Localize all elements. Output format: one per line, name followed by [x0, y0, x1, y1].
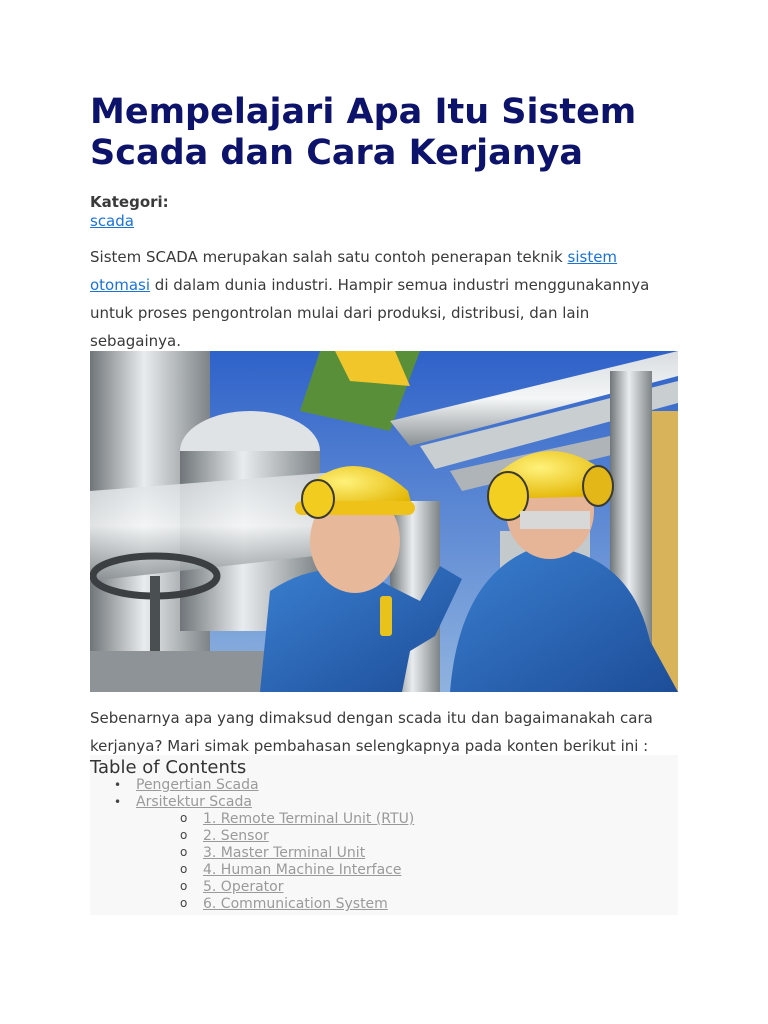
- toc-link-pengertian[interactable]: Pengertian Scada: [136, 777, 259, 793]
- toc-link-rtu[interactable]: 1. Remote Terminal Unit (RTU): [203, 811, 415, 827]
- toc-link-operator[interactable]: 5. Operator: [203, 879, 284, 895]
- toc-link-hmi[interactable]: 4. Human Machine Interface: [203, 862, 402, 878]
- circle-bullet-icon: o: [180, 828, 188, 842]
- toc-subitem: [90, 828, 678, 845]
- bullet-icon: •: [114, 778, 122, 792]
- sistem-otomasi-link[interactable]: sistem otomasi: [90, 248, 618, 294]
- toc-subitem: [90, 862, 678, 879]
- toc-link-sensor[interactable]: 2. Sensor: [203, 828, 269, 844]
- circle-bullet-icon: o: [180, 896, 188, 910]
- toc-item: [90, 777, 678, 794]
- toc-title: Table of Contents: [90, 757, 247, 778]
- toc-subitem: [90, 845, 678, 862]
- bullet-icon: •: [114, 795, 122, 809]
- followup-paragraph: Sebenarnya apa yang dimaksud dengan scada itu dan bagaimanakah cara kerjanya? Mari simak pembahasan selengkapnya pada konten berikut ini :: [90, 709, 653, 755]
- industrial-workers-photo: [90, 351, 678, 692]
- circle-bullet-icon: o: [180, 862, 188, 876]
- toc-subitem: [90, 896, 678, 913]
- circle-bullet-icon: o: [180, 879, 188, 893]
- toc-link-arsitektur[interactable]: Arsitektur Scada: [136, 794, 252, 810]
- circle-bullet-icon: o: [180, 811, 188, 825]
- intro-text-before: Sistem SCADA merupakan salah satu contoh penerapan teknik: [90, 248, 568, 266]
- table-of-contents: [90, 755, 678, 915]
- toc-sublist: [90, 811, 678, 913]
- intro-text-after: di dalam dunia industri. Hampir semua industri menggunakannya untuk proses pengontrolan mulai dari produksi, distribusi, dan lain sebagainya.: [90, 276, 650, 350]
- toc-item: [90, 794, 678, 811]
- toc-link-mtu[interactable]: 3. Master Terminal Unit: [203, 845, 366, 861]
- toc-list: [90, 777, 678, 811]
- intro-paragraph: [90, 243, 680, 355]
- toc-subitem: [90, 879, 678, 896]
- article-image: [90, 351, 678, 692]
- toc-link-communication[interactable]: 6. Communication System: [203, 896, 388, 912]
- page-title: Mempelajari Apa Itu Sistem Scada dan Cara Kerjanya: [90, 92, 637, 173]
- category-link[interactable]: scada: [90, 212, 134, 230]
- toc-subitem: [90, 811, 678, 828]
- category-label: Kategori:: [90, 193, 169, 211]
- circle-bullet-icon: o: [180, 845, 188, 859]
